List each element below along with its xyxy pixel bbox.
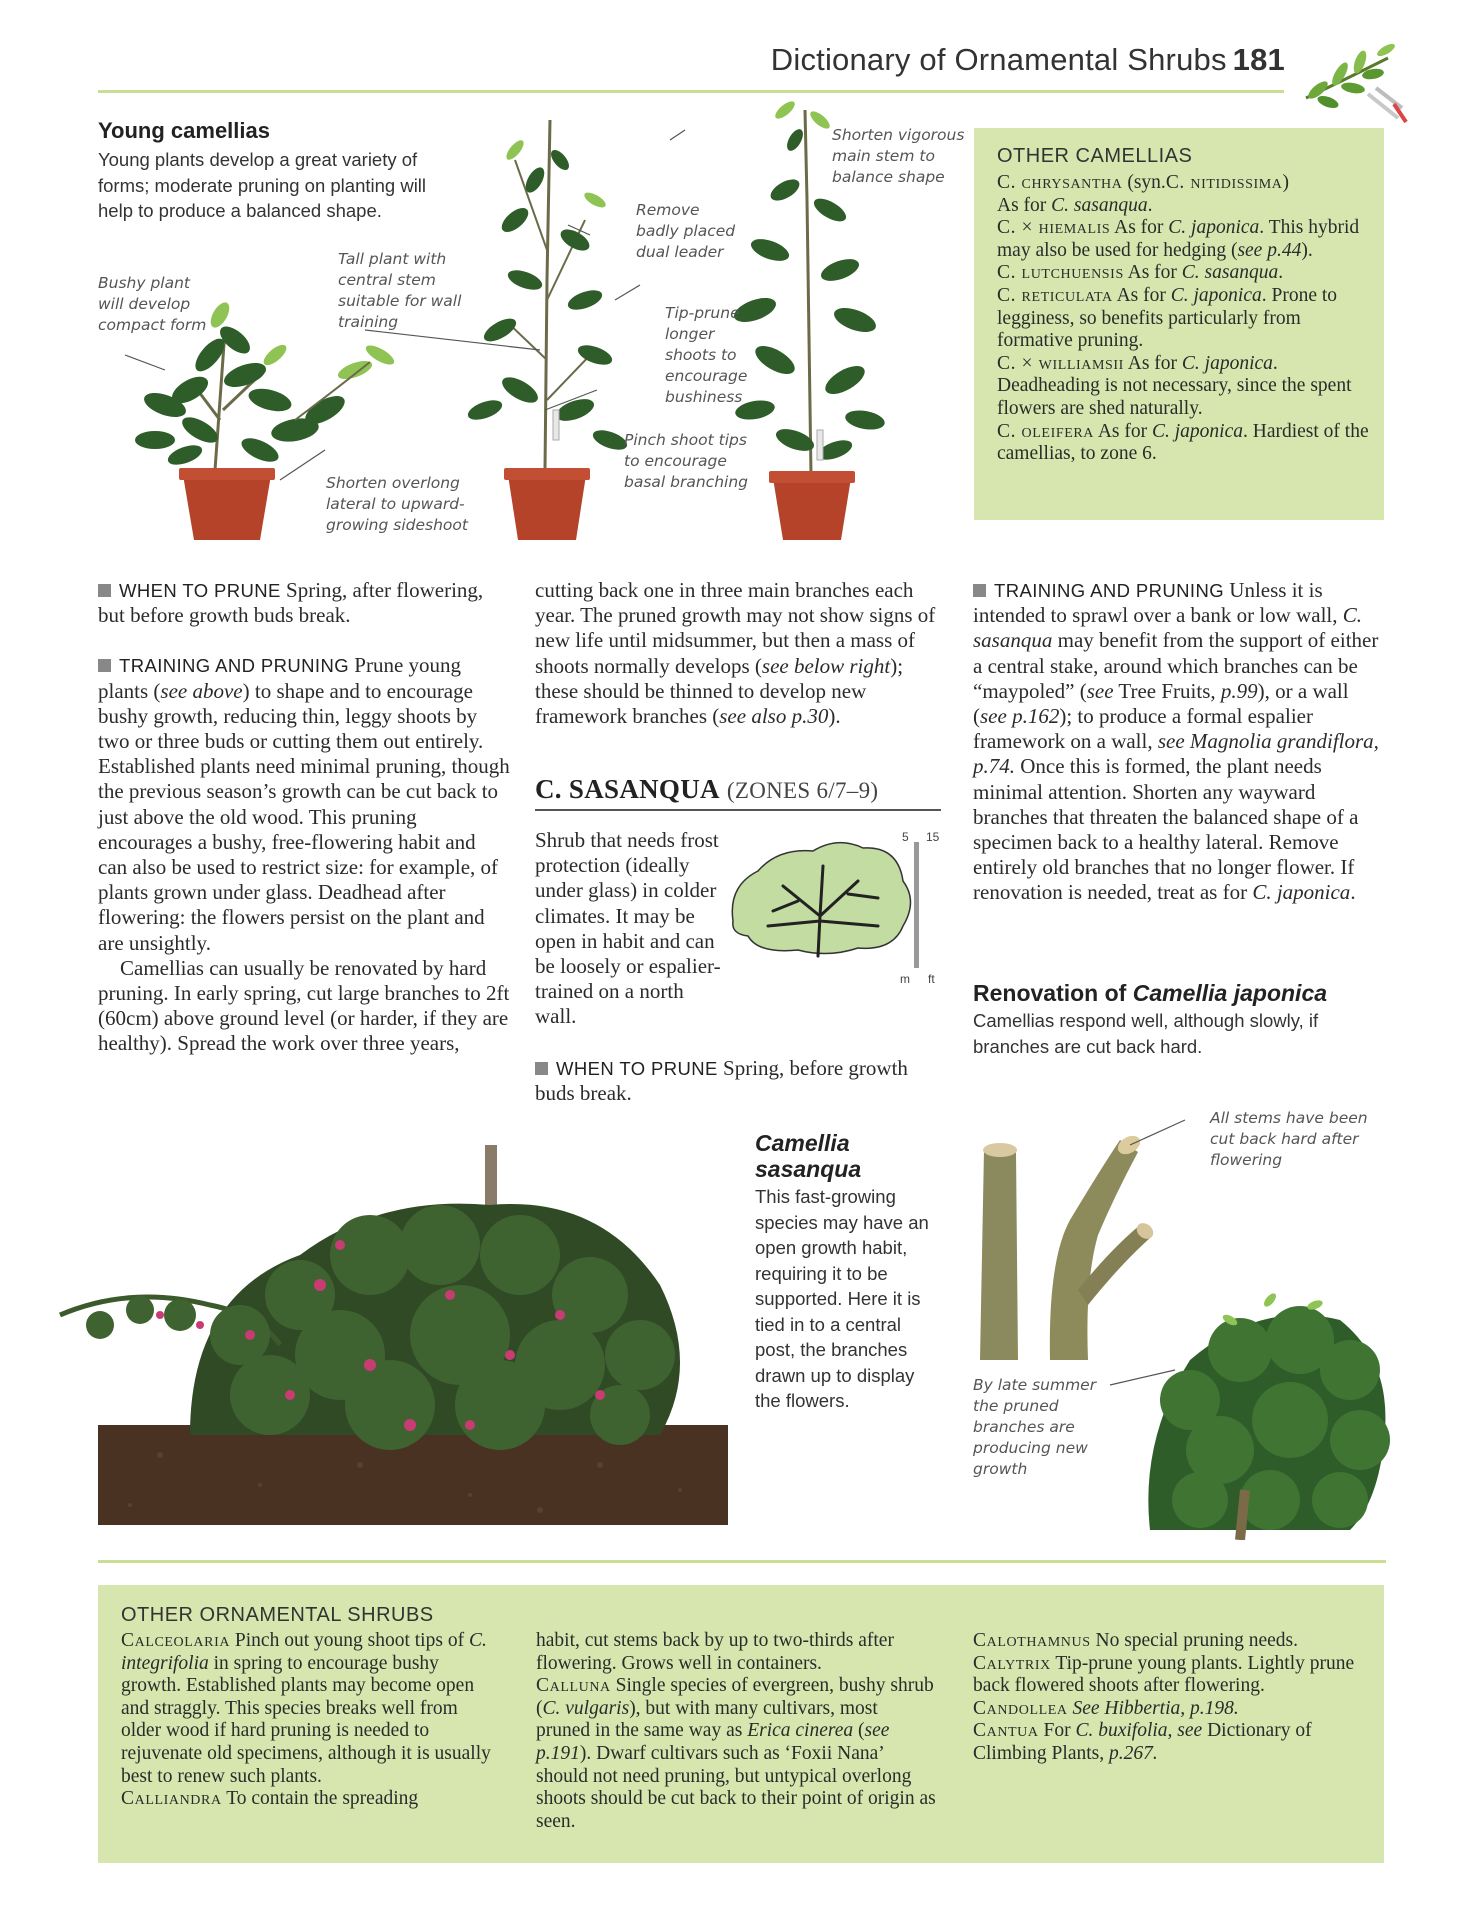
leader-vigorous — [670, 130, 685, 140]
other-camellias-title: OTHER CAMELLIAS — [997, 145, 1193, 167]
sasanqua-caption — [755, 1130, 935, 1414]
sasanqua-caption-heading: Camellia sasanqua — [755, 1130, 862, 1182]
note-cut: All stems have been cut back hard after flowering — [1210, 1109, 1368, 1169]
leader-cut — [1130, 1120, 1185, 1145]
camellia-sasanqua-photo — [40, 1135, 740, 1535]
col2-continuation: cutting back one in three main branches each year. The pruned growth may not show signs of new life until midsummer, but then a mass of shoots normally develops (see below right); these should be thinned to develop new framework branches (see also p.30). — [535, 578, 936, 729]
column-1 — [98, 578, 510, 1057]
other-shrubs-title: OTHER ORNAMENTAL SHRUBS — [121, 1604, 434, 1626]
young-camellias-text: Young plants develop a great variety of forms; moderate pruning on planting will help to produce a balanced shape. — [98, 149, 427, 221]
entry-calothamnus: Calothamnus — [973, 1630, 1091, 1651]
leader-tall — [365, 330, 540, 350]
sasanqua-heading: C. SASANQUA (ZONES 6/7–9) — [535, 774, 879, 804]
sasanqua-text: Shrub that needs frost protection (ideally under glass) in colder climates. It may be open in habit and can be loosely or espalier-trained on a north wall. — [535, 828, 721, 1029]
leader-bushy — [125, 355, 165, 370]
entry-reticulata: C. reticulata As for C. japonica. Prone to legginess, so benefits particularly from formative pruning. — [997, 284, 1338, 352]
note-dual-leader: Remove badly placed dual leader — [636, 201, 736, 261]
sprig-shears-icon — [1298, 38, 1408, 124]
entry-calceolaria: Calceolaria — [121, 1630, 231, 1651]
renovation-text: Camellias respond well, although slowly, if branches are cut back hard. — [973, 1010, 1319, 1057]
note-vigorous: Shorten vigorous main stem to balance shape — [832, 126, 965, 186]
sasanqua-shape-icon — [728, 826, 948, 986]
page-header — [771, 42, 1285, 78]
leader-late — [1110, 1370, 1175, 1385]
sasanqua-caption-text: This fast-growing species may have an open growth habit, requiring it to be supported. Here it is tied in to a central post, the branches drawn up to display the flowers. — [755, 1186, 929, 1411]
renovation-heading: Renovation of Camellia japonica — [973, 980, 1328, 1006]
note-bushy: Bushy plant will develop compact form — [98, 274, 207, 334]
other-shrubs-box — [98, 1585, 1384, 1863]
entry-chrysantha: C. chrysantha (syn.C. nitidissima) As for C. sasanqua. — [997, 172, 1290, 216]
scale-ft-unit: ft — [928, 972, 935, 986]
col2-when: WHEN TO PRUNE Spring, before growth buds break. — [535, 1056, 908, 1106]
page-number: 181 — [1232, 42, 1285, 77]
leader-overlong — [280, 450, 325, 480]
other-camellias-box — [974, 128, 1384, 520]
tall-plant — [465, 120, 629, 540]
other-shrubs-col2: habit, cut stems back by up to two-thirds after flowering. Grows well in containers. Calluna Single species of evergreen, bushy shrub (C. vulgaris), but with many cultivars, most pruned in the same way as Erica cinerea (see p.191). Dwarf cultivars such as ‘Foxii Nana’ should not need pruning, but untypical overlong shoots should be cut back to their point of origin as seen. — [536, 1630, 936, 1832]
entry-lutchuensis: C. lutchuensis As for C. sasanqua. — [997, 262, 1284, 284]
scale-ft-value: 15 — [926, 830, 940, 844]
note-tip-prune: Tip-prune longer shoots to encourage bushiness — [665, 304, 748, 406]
sasanqua-rule — [535, 809, 941, 811]
col2-when-wrap — [535, 1056, 947, 1106]
leader-tip — [615, 285, 640, 300]
entry-williamsii: C. × williamsii As for C. japonica. Deadheading is not necessary, since the spent flowers are shed naturally. — [997, 352, 1352, 419]
column-2-top — [535, 578, 947, 729]
col1-training: TRAINING AND PRUNING Prune young plants (see above) to shape and to encourage bushy growth, reducing thin, leggy shoots by two or three buds or cutting them out entirely. Established plants need minimal pruning, though the previous season’s growth can be cut back to just above the old wood. This pruning encourages a bushy, free-flowering habit and can also be used to restrict size: for example, of plants grown under glass. Deadhead after flowering: the flowers persist on the plant and are unsightly. — [98, 653, 510, 955]
note-tall: Tall plant with central stem suitable for wall training — [338, 250, 462, 331]
sasanqua-text-top — [535, 828, 725, 1030]
young-camellias-heading: Young camellias — [98, 118, 270, 143]
note-late: By late summer the pruned branches are producing new growth — [973, 1376, 1097, 1478]
entry-candollea: Candollea — [973, 1697, 1068, 1719]
other-camellias-list — [997, 172, 1372, 466]
other-shrubs-col3: Calothamnus No special pruning needs. Calytrix Tip-prune young plants. Lightly prune back flowered shoots after flowering. Candollea See Hibbertia, p.198. Cantua For C. buxifolia, see Dictionary of Climbing Plants, p.267. — [973, 1630, 1355, 1764]
entry-calytrix: Calytrix — [973, 1652, 1051, 1674]
other-shrubs-col1: Calceolaria Pinch out young shoot tips of C. integrifolia in spring to encourage bushy growth. Established plants may become open and straggly. This species breaks well from older wood if hard pruning is needed to rejuvenate old specimens, although it is usually best to renew such plants. Calliandra To contain the spreading — [121, 1630, 491, 1810]
entry-calluna: Calluna — [536, 1675, 611, 1697]
note-overlong: Shorten overlong lateral to upward-growing sideshoot — [326, 474, 468, 534]
column-3 — [973, 578, 1385, 906]
entry-cantua: Cantua — [973, 1720, 1039, 1742]
entry-hiemalis: C. × hiemalis As for C. japonica. This hybrid may also be used for hedging (see p.44). — [997, 217, 1360, 261]
col1-renovate: Camellias can usually be renovated by hard pruning. In early spring, cut large branches to 2ft (60cm) above ground level (or harder, if they are healthy). Spread the work over three years, — [98, 955, 510, 1056]
entry-oleifera: C. oleifera As for C. japonica. Hardiest of the camellias, to zone 6. — [997, 420, 1369, 465]
scale-m-value: 5 — [902, 830, 909, 844]
footer-rule — [98, 1560, 1386, 1563]
entry-calliandra: Calliandra — [121, 1788, 222, 1810]
scale-bar — [914, 842, 919, 968]
header-rule — [98, 90, 1284, 93]
col3-training: TRAINING AND PRUNING Unless it is intended to sprawl over a bank or low wall, C. sasanqua may benefit from the support of either a central stake, around which branches can be “maypoled” (see Tree Fruits, p.99), or a wall (see p.162); to produce a formal espalier framework on a wall, see Magnolia grandiflora, p.74. Once this is formed, the plant needs minimal attention. Shorten any wayward branches that threaten the balanced shape of a specimen back to a healthy lateral. Remove entirely old branches that no longer flower. If renovation is needed, treat as for C. japonica. — [973, 578, 1379, 905]
note-pinch: Pinch shoot tips to encourage basal branching — [624, 431, 748, 491]
regrowth-image — [1110, 1291, 1390, 1540]
scale-m-unit: m — [900, 972, 910, 986]
col1-when: WHEN TO PRUNE Spring, after flowering, but before growth buds break. — [98, 578, 484, 628]
header-title: Dictionary of Ornamental Shrubs — [770, 42, 1227, 77]
cut-stems-image — [980, 1120, 1185, 1360]
